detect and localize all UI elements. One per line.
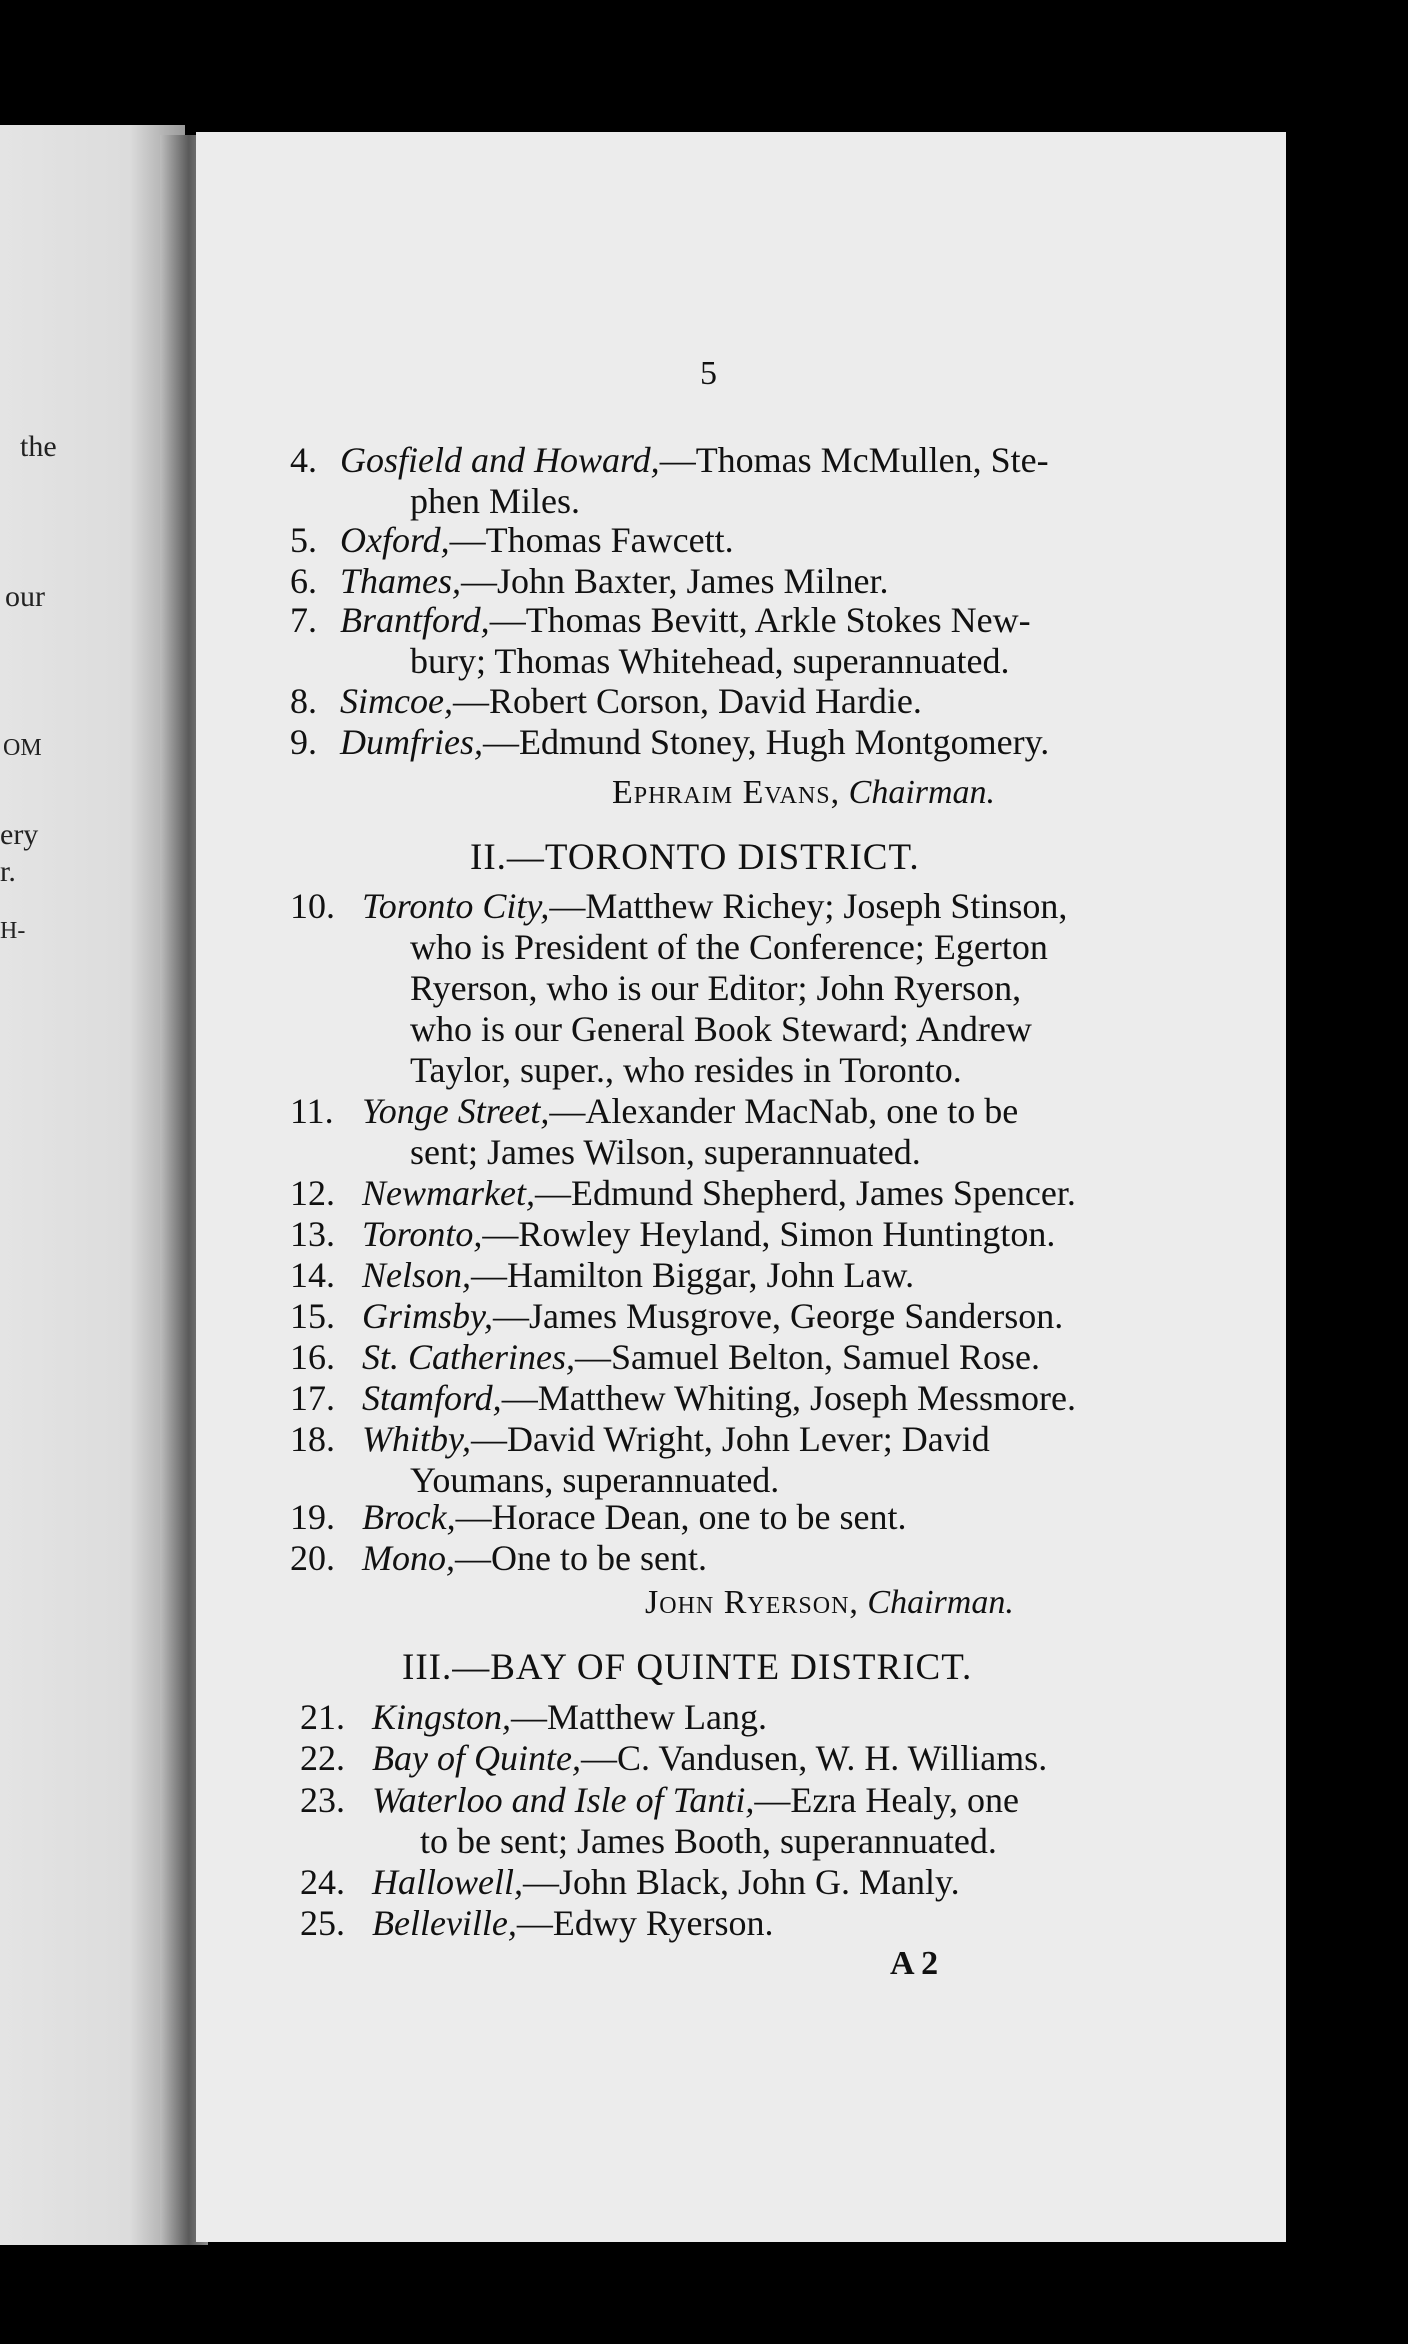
list-item: 20. Mono,—One to be sent. xyxy=(290,1538,707,1578)
list-item-continuation: to be sent; James Booth, superannuated. xyxy=(420,1821,997,1861)
left-page-fragment: OM xyxy=(3,735,42,761)
left-page-fragment: H- xyxy=(0,918,26,944)
left-page-fragment: ery xyxy=(0,818,39,851)
list-item: 4. Gosfield and Howard,—Thomas McMullen, Ste- xyxy=(290,440,1049,480)
list-item-continuation: bury; Thomas Whitehead, superannuated. xyxy=(410,641,1010,681)
list-item-continuation: who is our General Book Steward; Andrew xyxy=(410,1009,1032,1049)
district-heading: II.—TORONTO DISTRICT. xyxy=(470,837,920,878)
list-item: 12. Newmarket,—Edmund Shepherd, James Spencer. xyxy=(290,1173,1076,1213)
list-item: 15. Grimsby,—James Musgrove, George Sanderson. xyxy=(290,1296,1064,1336)
list-item: 9. Dumfries,—Edmund Stoney, Hugh Montgomery. xyxy=(290,722,1050,762)
list-item: 19. Brock,—Horace Dean, one to be sent. xyxy=(290,1497,907,1537)
list-item-continuation: sent; James Wilson, superannuated. xyxy=(410,1132,921,1172)
list-item: 22. Bay of Quinte,—C. Vandusen, W. H. Williams. xyxy=(300,1738,1048,1778)
list-item-continuation: who is President of the Conference; Egerton xyxy=(410,927,1048,967)
list-item-continuation: Ryerson, who is our Editor; John Ryerson, xyxy=(410,968,1022,1008)
district-heading: III.—BAY OF QUINTE DISTRICT. xyxy=(402,1647,973,1688)
list-item: 18. Whitby,—David Wright, John Lever; David xyxy=(290,1419,990,1459)
sheet-signature-mark: A 2 xyxy=(890,1945,939,1982)
list-item: 21. Kingston,—Matthew Lang. xyxy=(300,1697,767,1737)
chairman-signature: John Ryerson, Chairman. xyxy=(645,1584,1014,1621)
chairman-signature: Ephraim Evans, Chairman. xyxy=(612,774,996,811)
left-page-fragment: our xyxy=(5,580,45,613)
list-item: 8. Simcoe,—Robert Corson, David Hardie. xyxy=(290,681,922,721)
list-item-continuation: phen Miles. xyxy=(410,481,580,521)
left-page-fragment: r. xyxy=(0,855,16,888)
list-item: 10. Toronto City,—Matthew Richey; Joseph Stinson, xyxy=(290,886,1068,926)
list-item: 5. Oxford,—Thomas Fawcett. xyxy=(290,520,734,560)
list-item: 7. Brantford,—Thomas Bevitt, Arkle Stokes New- xyxy=(290,600,1031,640)
list-item: 17. Stamford,—Matthew Whiting, Joseph Messmore. xyxy=(290,1378,1076,1418)
list-item-continuation: Youmans, superannuated. xyxy=(410,1460,780,1500)
list-item: 11. Yonge Street,—Alexander MacNab, one to be xyxy=(290,1091,1019,1131)
page-number: 5 xyxy=(700,355,717,392)
list-item: 13. Toronto,—Rowley Heyland, Simon Huntington. xyxy=(290,1214,1056,1254)
list-item: 23. Waterloo and Isle of Tanti,—Ezra Healy, one xyxy=(300,1780,1019,1820)
list-item: 6. Thames,—John Baxter, James Milner. xyxy=(290,561,889,601)
left-page-fragment: the xyxy=(20,430,57,463)
list-item-continuation: Taylor, super., who resides in Toronto. xyxy=(410,1050,962,1090)
list-item: 24. Hallowell,—John Black, John G. Manly. xyxy=(300,1862,960,1902)
list-item: 25. Belleville,—Edwy Ryerson. xyxy=(300,1903,774,1943)
list-item: 14. Nelson,—Hamilton Biggar, John Law. xyxy=(290,1255,915,1295)
list-item: 16. St. Catherines,—Samuel Belton, Samuel Rose. xyxy=(290,1337,1040,1377)
